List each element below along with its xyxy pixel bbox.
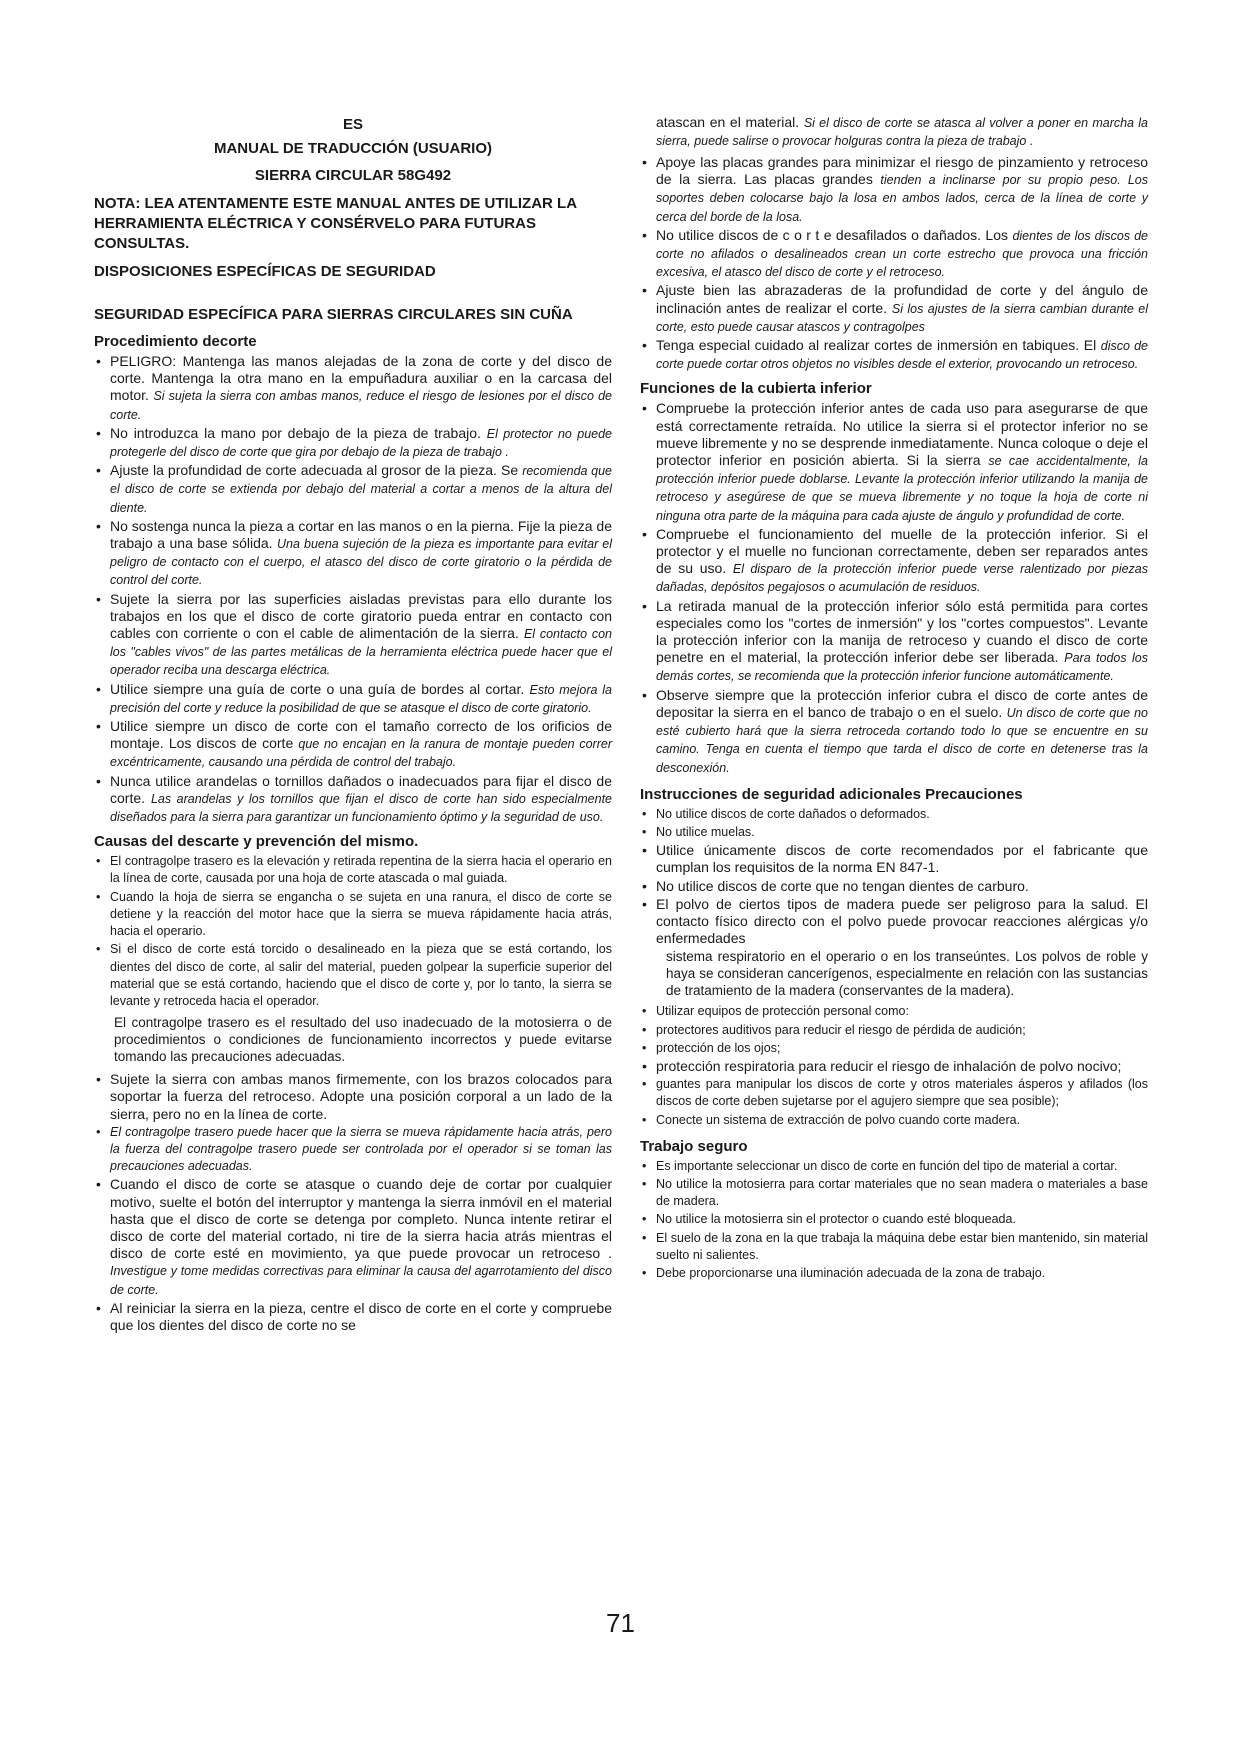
list-item: • La retirada manual de la protección inferior sólo está permitida para cortes especiales como los "cortes de inmersión" y los "cortes compuestos". Levante la protección inferior con la manija de retroceso y cuando el disco de corte penetre en el material, la protección inferior debe ser liberada. Para todos los demás cortes, se recomienda que la protección inferior funcione automáticamente.	[640, 598, 1148, 686]
lower-guard-heading: Funciones de la cubierta inferior	[640, 380, 872, 398]
cutting-procedure-heading: Procedimiento decorte	[94, 333, 257, 350]
list-item: • Utilice únicamente discos de corte recomendados por el fabricante que cumplan los requisitos de la norma EN 847-1.	[640, 842, 1148, 876]
cutting-procedure-list	[94, 353, 612, 826]
list-item: • Es importante seleccionar un disco de corte en función del tipo de material a cortar.	[640, 1158, 1148, 1175]
list-item: • No utilice discos de corte dañados o deformados.	[640, 806, 1148, 823]
list-item: • Sujete la sierra por las superficies aisladas previstas para ello durante los trabajos en los que el disco de corte giratorio pueda entrar en contacto con cables con corriente o con el cable de alimentación de la sierra. El contacto con los "cables vivos" de las partes metálicas de la herramienta eléctrica puede hacer que el operador reciba una descarga eléctrica.	[94, 591, 612, 680]
list-item: • protección de los ojos;	[640, 1040, 1148, 1057]
list-item: • Cuando la hoja de sierra se engancha o se sujeta en una ranura, el disco de corte se detiene y la reacción del motor hace que la sierra se mueva rápidamente hacia atrás, hacia el operario.	[94, 889, 612, 941]
list-item: • No utilice discos de corte que no tengan dientes de carburo.	[640, 878, 1148, 895]
dust-paragraph: sistema respiratorio en el operario o en los transeúntes. Los polvos de roble y haya se consideran cancerígenos, especialmente en relación con las sustancias de tratamiento de la madera (conservantes de la madera).	[666, 949, 1148, 999]
safe-work-list	[640, 1158, 1148, 1282]
list-item: • No introduzca la mano por debajo de la pieza de trabajo. El protector no puede protegerle del disco de corte que gira por debajo de la pieza de trabajo .	[94, 425, 612, 461]
kickback-causes-list	[94, 853, 612, 1010]
list-item: • No utilice la motosierra para cortar materiales que no sean madera o materiales a base de madera.	[640, 1176, 1148, 1210]
lower-guard-list	[640, 400, 1148, 776]
circular-saw-safety-heading: SEGURIDAD ESPECÍFICA PARA SIERRAS CIRCULARES SIN CUÑA	[94, 306, 573, 323]
left-column	[94, 114, 612, 1335]
right-safety-list	[640, 154, 1148, 373]
protection-list	[640, 1003, 1148, 1128]
list-item: • PELIGRO: Mantenga las manos alejadas de la zona de corte y del disco de corte. Mantenga la otra mano en la empuñadura auxiliar o en la carcasa del motor. Si sujeta la sierra con ambas manos, reduce el riesgo de lesiones por el disco de corte.	[94, 353, 612, 424]
list-item: • Conecte un sistema de extracción de polvo cuando corte madera.	[640, 1112, 1148, 1129]
list-item: • Apoye las placas grandes para minimizar el riesgo de pinzamiento y retroceso de la sierra. Las placas grandes tienden a inclinarse por su propio peso. Los soportes deben colocarse bajo la losa en ambos lados, cerca de la línea de corte y cerca del borde de la losa.	[640, 154, 1148, 226]
list-item: • No utilice la motosierra sin el protector o cuando esté bloqueada.	[640, 1211, 1148, 1228]
list-item: • Sujete la sierra con ambas manos firmemente, con los brazos colocados para soportar la fuerza del retroceso. Adopte una posición corporal a un lado de la sierra, pero no en la línea de corte.	[94, 1071, 612, 1123]
list-item: • Utilice siempre una guía de corte o una guía de bordes al cortar. Esto mejora la precisión del corte y reduce la posibilidad de que se atasque el disco de corte giratorio.	[94, 681, 612, 717]
list-item: • Utilice siempre un disco de corte con el tamaño correcto de los orificios de montaje. Los discos de corte que no encajan en la ranura de montaje pueden correr excéntricamente, causando una pérdida de control del trabajo.	[94, 718, 612, 772]
safe-work-heading: Trabajo seguro	[640, 1137, 748, 1155]
list-item: • El contragolpe trasero puede hacer que la sierra se mueva rápidamente hacia atrás, pero la fuerza del contragolpe trasero puede ser controlada por el operador si se toman las precauciones adecuadas.	[94, 1124, 612, 1176]
list-item: • guantes para manipular los discos de corte y otros materiales ásperos y afilados (los discos de corte deben sujetarse por el agujero siempre que sea posible);	[640, 1076, 1148, 1110]
list-item: • El suelo de la zona en la que trabaja la máquina debe estar bien mantenido, sin material suelto ni salientes.	[640, 1230, 1148, 1264]
product-model: SIERRA CIRCULAR 58G492	[254, 167, 452, 184]
list-item: • Ajuste la profundidad de corte adecuada al grosor de la pieza. Se recomienda que el disco de corte se extienda por debajo del material a cortar a menos de la altura del diente.	[94, 462, 612, 517]
continued-text: atascan en el material. Si el disco de corte se atasca al volver a poner en marcha la sierra, puede salirse o provocar holguras contra la pieza de trabajo .	[656, 114, 1148, 148]
list-item: • protección respiratoria para reducir el riesgo de inhalación de polvo nocivo;	[640, 1058, 1148, 1075]
safety-provisions-heading: DISPOSICIONES ESPECÍFICAS DE SEGURIDAD	[94, 263, 436, 280]
language-code: ES	[342, 116, 363, 133]
right-column	[640, 114, 1148, 1283]
list-item: • Utilizar equipos de protección personal como:	[640, 1003, 1148, 1020]
list-item: • Ajuste bien las abrazaderas de la profundidad de corte y del ángulo de inclinación antes de realizar el corte. Si los ajustes de la sierra cambian durante el corte, esto puede causar atascos y contragolpes	[640, 282, 1148, 336]
list-item: • El contragolpe trasero es la elevación y retirada repentina de la sierra hacia el operario en la línea de corte, causada por una hoja de corte atascada o mal guiada.	[94, 853, 612, 887]
list-item: • Debe proporcionarse una iluminación adecuada de la zona de trabajo.	[640, 1265, 1148, 1282]
additional-instructions-list	[640, 806, 1148, 948]
kickback-causes-heading: Causas del descarte y prevención del mismo.	[94, 833, 419, 851]
read-manual-note: NOTA: LEA ATENTAMENTE ESTE MANUAL ANTES DE UTILIZAR LA HERRAMIENTA ELÉCTRICA Y CONSÉRVELO PARA FUTURAS CONSULTAS.	[94, 195, 577, 252]
page-number: 71	[606, 1608, 635, 1638]
list-item: • No utilice discos de c o r t e desafilados o dañados. Los dientes de los discos de corte no afilados o desalineados crean un corte estrecho que provoca una fricción excesiva, el atasco del disco de corte y el retroceso.	[640, 227, 1148, 282]
list-item: • Cuando el disco de corte se atasque o cuando deje de cortar por cualquier motivo, suelte el botón del interruptor y mantenga la sierra inmóvil en el material hasta que el disco de corte se detenga por completo. Nunca intente retirar el disco de corte del material cortado, ni tire de la sierra hacia atrás mientras el disco de corte esté en movimiento, ya que puede provocar un retroceso . Investigue y tome medidas correctivas para eliminar la causa del agarrotamiento del disco de corte.	[94, 1176, 612, 1298]
list-item: • No utilice muelas.	[640, 824, 1148, 841]
manual-title: MANUAL DE TRADUCCIÓN (USUARIO)	[213, 140, 493, 157]
additional-instructions-heading: Instrucciones de seguridad adicionales Precauciones	[640, 785, 1023, 803]
list-item: • Observe siempre que la protección inferior cubra el disco de corte antes de depositar la sierra en el banco de trabajo o en el suelo. Un disco de corte que no esté cubierto hará que la sierra retroceda cortando todo lo que se encuentre en su camino. Tenga en cuenta el tiempo que tarda el disco de corte en detenerse tras la desconexión.	[640, 687, 1148, 777]
list-item: • El polvo de ciertos tipos de madera puede ser peligroso para la salud. El contacto físico directo con el polvo puede provocar reacciones alérgicas y/o enfermedades	[640, 896, 1148, 948]
list-item: • Nunca utilice arandelas o tornillos dañados o inadecuados para fijar el disco de corte. Las arandelas y los tornillos que fijan el disco de corte han sido especialmente diseñados para la sierra para garantizar un funcionamiento óptimo y la seguridad de uso.	[94, 773, 612, 827]
list-item: • Tenga especial cuidado al realizar cortes de inmersión en tabiques. El disco de corte puede cortar otros objetos no visibles desde el exterior, provocando un retroceso.	[640, 337, 1148, 373]
list-item: • No sostenga nunca la pieza a cortar en las manos o en la pierna. Fije la pieza de trabajo a una base sólida. Una buena sujeción de la pieza es importante para evitar el peligro de contacto con el cuerpo, el atasco del disco de corte giratorio o la pérdida de control del corte.	[94, 518, 612, 590]
list-item: • Si el disco de corte está torcido o desalineado en la pieza que se está cortando, los dientes del disco de corte, al salir del material, pueden golpear la superficie superior del material que se está cortando, haciendo que el disco de corte y, por lo tanto, la sierra se levante y retroceda hacia el operador.	[94, 941, 612, 1010]
kickback-paragraph: El contragolpe trasero es el resultado del uso inadecuado de la motosierra o de procedimientos o condiciones de funcionamiento incorrectos y puede evitarse tomando las precauciones adecuadas.	[114, 1015, 612, 1065]
list-item: • Al reiniciar la sierra en la pieza, centre el disco de corte en el corte y compruebe que los dientes del disco de corte no se	[94, 1300, 612, 1334]
list-item: • Compruebe la protección inferior antes de cada uso para asegurarse de que está correctamente retraída. No utilice la sierra si el protector inferior no se mueve libremente y no se desprende inmediatamente. Nunca coloque o deje el protector inferior en posición abierta. Si la sierra se cae accidentalmente, la protección inferior puede doblarse. Levante la protección inferior utilizando la manija de retroceso y asegúrese de que se mueva libremente y no toque la hoja de corte ni ninguna otra parte de la máquina para cada ajuste de ángulo y profundidad de corte.	[640, 400, 1148, 524]
list-item: • protectores auditivos para reducir el riesgo de pérdida de audición;	[640, 1022, 1148, 1039]
list-item: • Compruebe el funcionamiento del muelle de la protección inferior. Si el protector y el muelle no funcionan correctamente, deben ser reparados antes de su uso. El disparo de la protección inferior puede verse ralentizado por piezas dañadas, depósitos pegajosos o acumulación de residuos.	[640, 526, 1148, 597]
kickback-prevention-list	[94, 1071, 612, 1334]
